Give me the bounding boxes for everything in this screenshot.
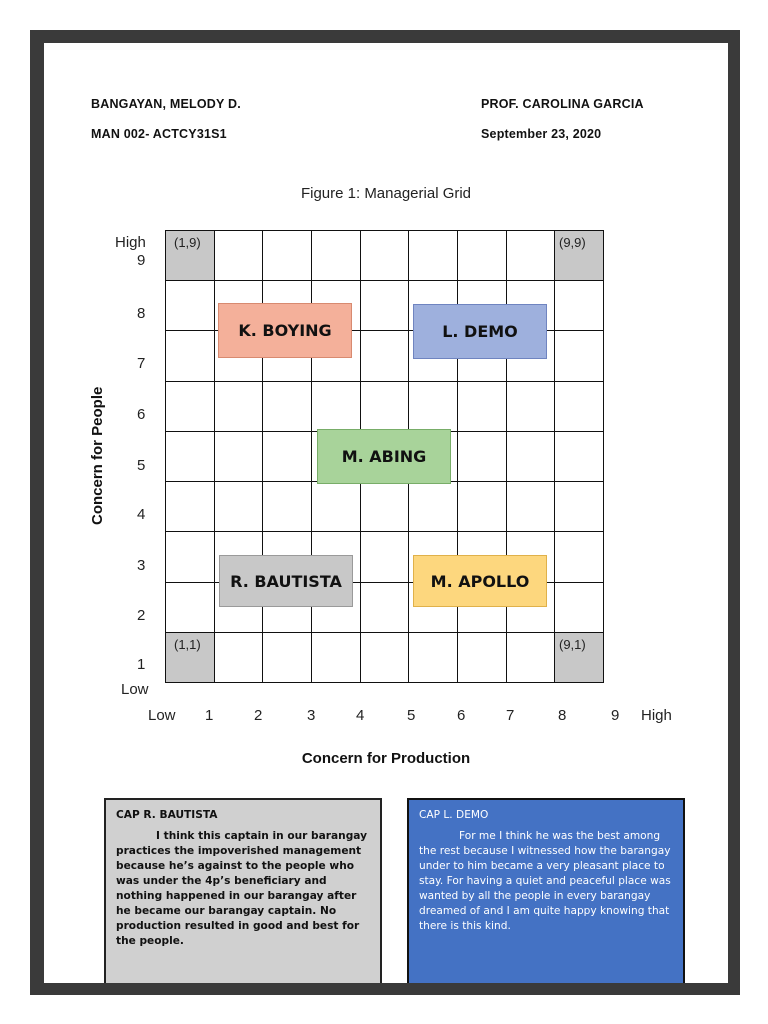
grid-cell: [262, 381, 312, 432]
grid-cell: [311, 481, 361, 532]
y-tick-label: 2: [137, 607, 146, 624]
corner-label-top-left: (1,9): [174, 235, 201, 250]
corner-label-top-right: (9,9): [559, 235, 586, 250]
y-tick-label: 3: [137, 557, 146, 574]
grid-cell: [360, 582, 410, 633]
grid-cell: [457, 481, 507, 532]
grid-cell: [554, 582, 604, 633]
grid-cell: [554, 481, 604, 532]
grid-cell: [408, 632, 458, 683]
grid-cell: [360, 230, 410, 281]
grid-cell: [506, 381, 556, 432]
grid-cell: [506, 431, 556, 482]
note-demo-text: For me I think he was the best among the rest because I witnessed how the barangay under to him became a very pleasant place to stay. For having a quiet and peaceful place was wanted by all the people in every barangay dreamed of and I am quite happy knowing that there is this kind.: [419, 830, 671, 932]
x-axis-low-label: Low: [148, 707, 176, 724]
person-box-k-boying: K. BOYING: [218, 303, 352, 358]
grid-cell: [262, 230, 312, 281]
grid-cell: [360, 280, 410, 331]
grid-cell: [214, 230, 264, 281]
grid-cell: [506, 481, 556, 532]
grid-cell: [506, 632, 556, 683]
grid-cell: [214, 632, 264, 683]
grid-cell: [360, 330, 410, 381]
x-axis-title: Concern for Production: [301, 750, 471, 767]
x-tick-label: 8: [558, 707, 567, 724]
corner-label-bottom-left: (1,1): [174, 637, 201, 652]
grid-cell: [165, 531, 215, 582]
note-demo-caption: CAP L. DEMO: [419, 809, 489, 821]
x-tick-label: 1: [205, 707, 214, 724]
grid-cell: [165, 582, 215, 633]
grid-cell: [311, 230, 361, 281]
note-bautista-text: I think this captain in our barangay practices the impoverished management because he’s against to the people who was under the 4p’s beneficiary and nothing happened in our barangay after he became our barangay captain. No production resulted in good and best for the people.: [116, 830, 368, 947]
grid-cell: [360, 481, 410, 532]
student-name: BANGAYAN, MELODY D.: [91, 97, 241, 111]
y-axis-low-label: Low: [121, 681, 149, 698]
grid-cell: [360, 381, 410, 432]
x-axis-high-label: High: [641, 707, 672, 724]
grid-cell: [214, 381, 264, 432]
document-page: [44, 43, 728, 983]
grid-cell: [360, 632, 410, 683]
person-box-l-demo: L. DEMO: [413, 304, 547, 359]
grid-cell: [408, 381, 458, 432]
submission-date: September 23, 2020: [481, 127, 602, 141]
grid-cell: [360, 531, 410, 582]
grid-cell: [408, 230, 458, 281]
x-tick-label: 9: [611, 707, 620, 724]
grid-cell: [457, 381, 507, 432]
note-demo: [407, 798, 685, 983]
y-tick-label: 1: [137, 656, 146, 673]
figure-title: Figure 1: Managerial Grid: [300, 185, 472, 202]
x-tick-label: 6: [457, 707, 466, 724]
y-axis-high-label: High: [115, 234, 146, 251]
note-bautista: [104, 798, 382, 983]
grid-cell: [554, 381, 604, 432]
grid-cell: [165, 381, 215, 432]
grid-cell: [506, 230, 556, 281]
grid-cell: [214, 481, 264, 532]
grid-cell: [457, 632, 507, 683]
y-tick-label: 8: [137, 305, 146, 322]
x-tick-label: 7: [506, 707, 515, 724]
course-code: MAN 002- ACTCY31S1: [91, 127, 227, 141]
grid-cell: [554, 280, 604, 331]
grid-cell: [311, 381, 361, 432]
grid-cell: [165, 330, 215, 381]
y-tick-label: 6: [137, 406, 146, 423]
y-tick-label: 7: [137, 355, 146, 372]
x-tick-label: 4: [356, 707, 365, 724]
grid-cell: [165, 481, 215, 532]
grid-cell: [554, 330, 604, 381]
person-box-r-bautista: R. BAUTISTA: [219, 555, 353, 607]
y-tick-label: 4: [137, 506, 146, 523]
y-axis-title: Concern for People: [89, 386, 106, 525]
grid-cell: [554, 431, 604, 482]
grid-cell: [262, 431, 312, 482]
grid-cell: [165, 280, 215, 331]
y-tick-label: 9: [137, 252, 146, 269]
grid-cell: [457, 230, 507, 281]
person-box-m-abing: M. ABING: [317, 429, 451, 484]
grid-cell: [408, 481, 458, 532]
x-tick-label: 5: [407, 707, 416, 724]
x-tick-label: 2: [254, 707, 263, 724]
grid-cell: [165, 431, 215, 482]
corner-label-bottom-right: (9,1): [559, 637, 586, 652]
grid-cell: [262, 481, 312, 532]
grid-cell: [214, 431, 264, 482]
note-bautista-caption: CAP R. BAUTISTA: [116, 809, 218, 821]
y-tick-label: 5: [137, 457, 146, 474]
x-tick-label: 3: [307, 707, 316, 724]
grid-cell: [554, 531, 604, 582]
grid-cell: [311, 632, 361, 683]
person-box-m-apollo: M. APOLLO: [413, 555, 547, 607]
grid-cell: [262, 632, 312, 683]
professor-name: PROF. CAROLINA GARCIA: [481, 97, 644, 111]
grid-cell: [457, 431, 507, 482]
